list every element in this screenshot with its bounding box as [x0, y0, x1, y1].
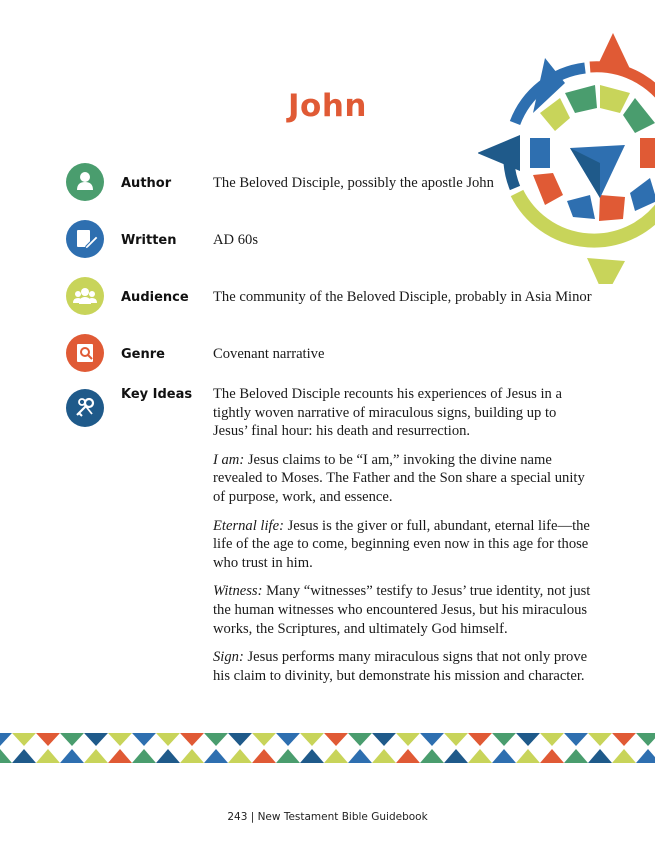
band-triangle: [300, 733, 324, 746]
band-triangle: [372, 733, 396, 746]
band-triangle: [84, 733, 108, 746]
row-value: Covenant narrative: [213, 346, 325, 362]
band-triangle: [324, 749, 348, 763]
person-icon: [66, 163, 104, 201]
triangle-pattern-band: [0, 733, 655, 763]
band-triangle: [132, 733, 156, 746]
band-triangle: [132, 749, 156, 763]
keys-icon: [66, 389, 104, 427]
band-triangle: [348, 733, 372, 746]
row-label: Key Ideas: [121, 387, 193, 402]
band-triangle: [540, 749, 564, 763]
band-triangle: [204, 733, 228, 746]
band-triangle: [420, 733, 444, 746]
band-triangle: [84, 749, 108, 763]
band-triangle: [492, 749, 516, 763]
band-triangle: [396, 733, 420, 746]
band-triangle: [612, 733, 636, 746]
band-triangle: [444, 733, 468, 746]
key-idea-text: Jesus performs many miraculous signs that not only prove his claim to divinity, but demonstrate his mission and character.: [213, 649, 588, 684]
band-triangle: [12, 733, 36, 746]
band-triangle: [516, 749, 540, 763]
band-triangle: [588, 733, 612, 746]
key-idea-term: Eternal life:: [213, 517, 284, 534]
band-triangle: [60, 749, 84, 763]
band-triangle: [564, 749, 588, 763]
row-label: Written: [121, 233, 177, 248]
band-triangle: [516, 733, 540, 746]
band-triangle: [348, 749, 372, 763]
band-triangle: [204, 749, 228, 763]
band-triangle: [180, 733, 204, 746]
key-idea-item: [213, 582, 593, 638]
key-idea-text: Jesus is the giver or full, abundant, eternal life—the life of the age to come, beginning even now in this age for those who trust in him.: [213, 517, 590, 571]
band-triangle: [636, 749, 655, 763]
key-idea-text: Jesus claims to be “I am,” invoking the divine name revealed to Moses. The Father and the Son share a special unity of purpose, work, and essence.: [213, 451, 585, 505]
band-triangle: [420, 749, 444, 763]
band-triangle: [324, 733, 348, 746]
row-label: Genre: [121, 347, 165, 362]
band-triangle: [36, 749, 60, 763]
group-icon: [66, 277, 104, 315]
band-triangle: [444, 749, 468, 763]
band-triangle: [36, 733, 60, 746]
page-footer: 243 | New Testament Bible Guidebook: [227, 811, 428, 823]
row-value: The Beloved Disciple, possibly the apostle John: [213, 175, 494, 191]
band-triangle: [108, 733, 132, 746]
band-triangle: [108, 749, 132, 763]
band-triangle: [60, 733, 84, 746]
band-triangle: [12, 749, 36, 763]
band-triangle: [300, 749, 324, 763]
row-value: The community of the Beloved Disciple, probably in Asia Minor: [213, 289, 592, 305]
key-ideas-intro: The Beloved Disciple recounts his experiences of Jesus in a tightly woven narrative of miraculous signs, building up to Jesus’ final hour: his death and resurrection.: [213, 386, 562, 440]
magnifier-book-icon: [66, 334, 104, 372]
band-triangle: [0, 733, 12, 746]
band-triangle: [396, 749, 420, 763]
band-triangle: [612, 749, 636, 763]
row-label: Audience: [121, 290, 189, 305]
key-idea-text: Many “witnesses” testify to Jesus’ true identity, not just the human witnesses who encountered Jesus, but his miraculous works, the Scriptures, and ultimately God himself.: [213, 583, 591, 637]
band-triangle: [372, 749, 396, 763]
band-triangle: [540, 733, 564, 746]
band-triangle: [252, 733, 276, 746]
band-triangle: [588, 749, 612, 763]
key-idea-term: I am:: [213, 451, 245, 468]
band-triangle: [276, 749, 300, 763]
band-triangle: [468, 733, 492, 746]
band-triangle: [228, 733, 252, 746]
key-idea-item: [213, 451, 593, 507]
key-idea-term: Sign:: [213, 649, 244, 666]
band-triangle: [276, 733, 300, 746]
band-triangle: [492, 733, 516, 746]
band-triangle: [0, 749, 12, 763]
band-triangle: [636, 733, 655, 746]
band-triangle: [156, 749, 180, 763]
band-triangle: [156, 733, 180, 746]
band-triangle: [180, 749, 204, 763]
pen-icon: [66, 220, 104, 258]
key-idea-item: [213, 648, 593, 685]
row-value: AD 60s: [213, 232, 258, 248]
key-idea-item: [213, 517, 593, 573]
row-label: Author: [121, 176, 172, 191]
band-triangle: [564, 733, 588, 746]
key-ideas-text: [213, 385, 593, 695]
band-triangle: [252, 749, 276, 763]
page-title: John: [288, 88, 367, 124]
band-triangle: [468, 749, 492, 763]
band-triangle: [228, 749, 252, 763]
key-idea-term: Witness:: [213, 583, 263, 600]
